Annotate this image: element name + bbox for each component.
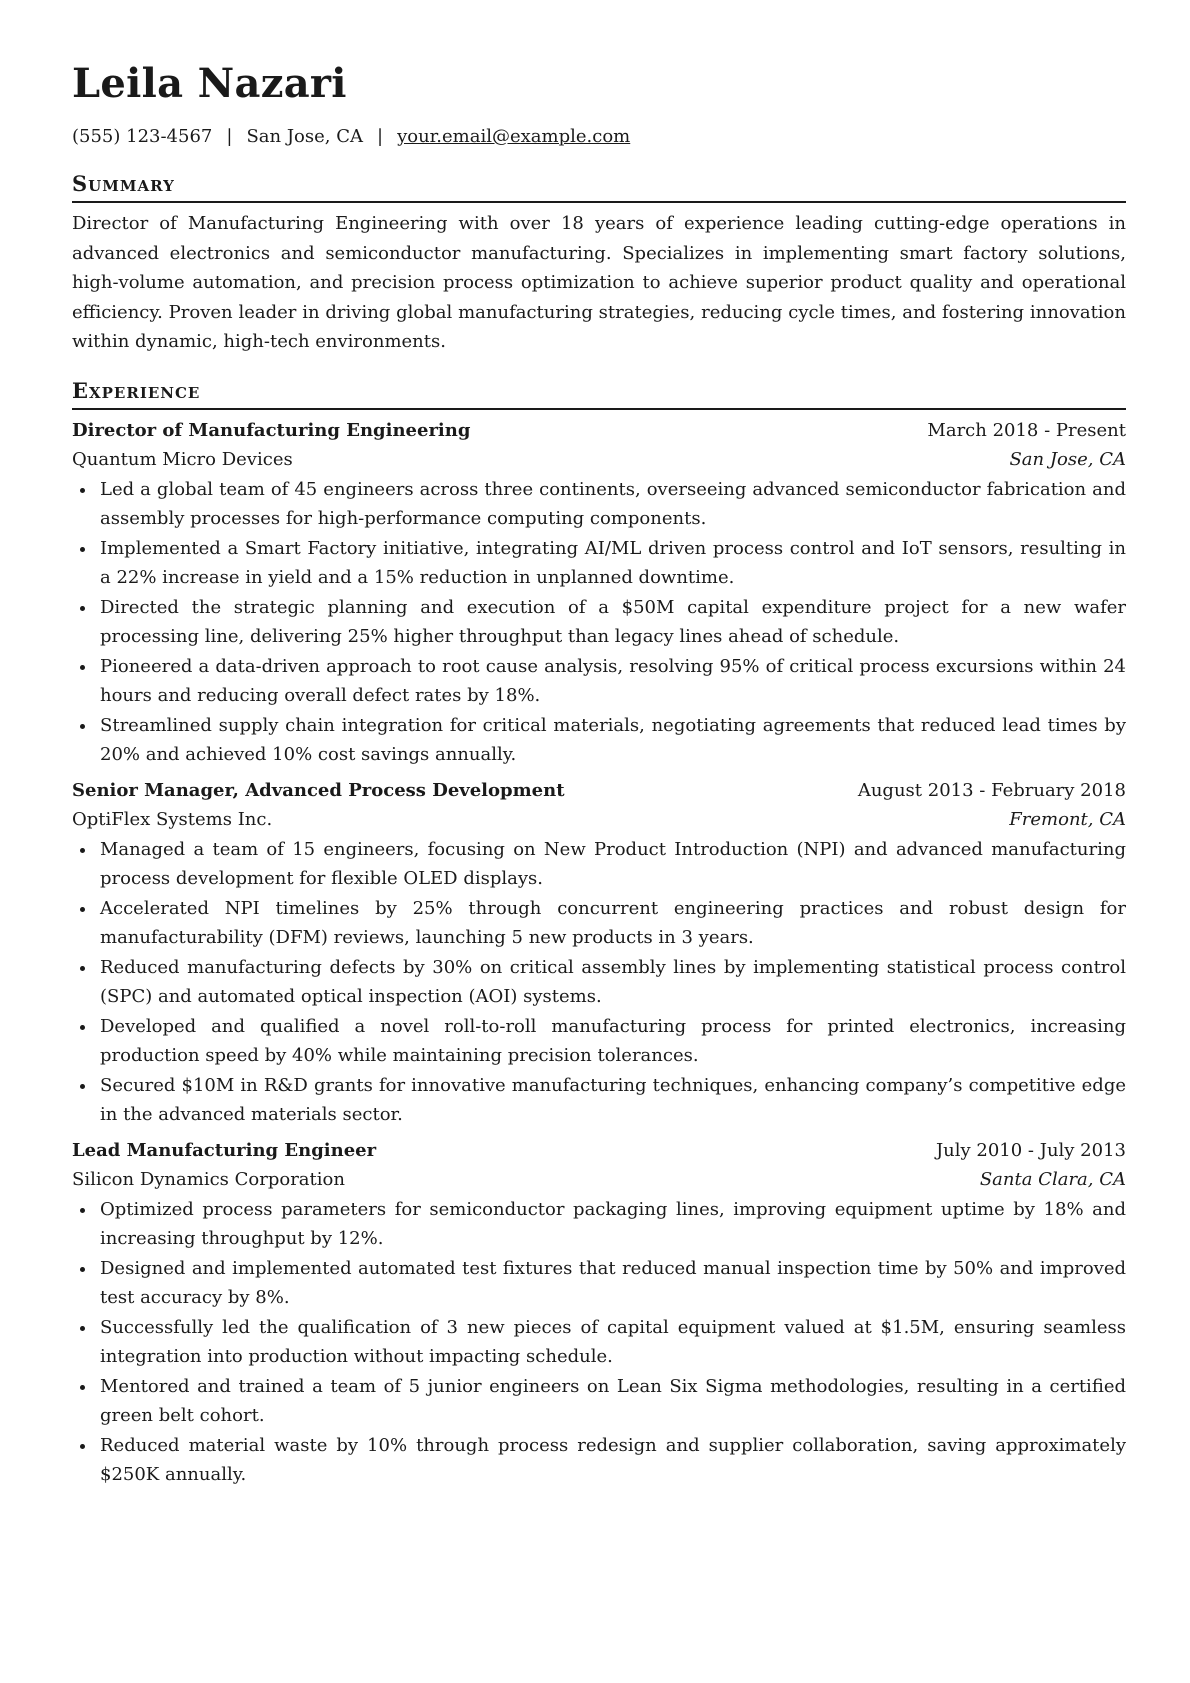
bullet-text: Successfully led the qualification of 3 new pieces of capital equipment valued at $1.5M, ensuring seamless integration into production without impacting schedule. bbox=[100, 1316, 1126, 1367]
bullet-text: Managed a team of 15 engineers, focusing on New Product Introduction (NPI) and advanced manufacturing process development for flexible OLED displays. bbox=[100, 838, 1126, 889]
bullet-text: Secured $10M in R&D grants for innovative manufacturing techniques, enhancing company’s competitive edge in the advanced materials sector. bbox=[100, 1074, 1126, 1125]
contact-location: San Jose, CA bbox=[246, 126, 363, 147]
job-bullets bbox=[72, 475, 1126, 770]
job-bullet bbox=[72, 534, 1126, 593]
bullet-icon bbox=[80, 1385, 85, 1390]
bullet-icon bbox=[80, 488, 85, 493]
bullet-text: Mentored and trained a team of 5 junior engineers on Lean Six Sigma methodologies, resulting in a certified green belt cohort. bbox=[100, 1375, 1126, 1426]
job-bullet bbox=[72, 593, 1126, 652]
email-link[interactable]: your.email@example.com bbox=[397, 126, 631, 147]
bullet-text: Reduced material waste by 10% through process redesign and supplier collaboration, saving approximately $250K annually. bbox=[100, 1434, 1126, 1485]
job-title: Senior Manager, Advanced Process Development bbox=[72, 779, 565, 801]
bullet-text: Designed and implemented automated test fixtures that reduced manual inspection time by 50% and improved test accuracy by 8%. bbox=[100, 1257, 1126, 1308]
contact-separator: | bbox=[377, 126, 384, 147]
contact-separator: | bbox=[226, 126, 233, 147]
job-bullets bbox=[72, 1195, 1126, 1490]
job-bullet bbox=[72, 894, 1126, 953]
job-location: San Jose, CA bbox=[1009, 449, 1126, 470]
bullet-text: Pioneered a data-driven approach to root cause analysis, resolving 95% of critical process excursions within 24 hours and reducing overall defect rates by 18%. bbox=[100, 655, 1126, 706]
bullet-icon bbox=[80, 1444, 85, 1449]
summary-text: Director of Manufacturing Engineering with over 18 years of experience leading cutting-edge operations in advanced electronics and semiconductor manufacturing. Specializes in implementing smart factory solutions, high-volume automation, and precision process optimization to achieve superior product quality and operational efficiency. Proven leader in driving global manufacturing strategies, reducing cycle times, and fostering innovation within dynamic, high-tech environments. bbox=[72, 213, 1126, 352]
bullet-text: Optimized process parameters for semiconductor packaging lines, improving equipment uptime by 18% and increasing throughput by 12%. bbox=[100, 1198, 1126, 1249]
job-bullet bbox=[72, 1071, 1126, 1130]
contact-line bbox=[72, 124, 1126, 150]
job-company: OptiFlex Systems Inc. bbox=[72, 809, 273, 830]
job-bullet bbox=[72, 475, 1126, 534]
bullet-icon bbox=[80, 606, 85, 611]
job-bullet bbox=[72, 1372, 1126, 1431]
job-bullet bbox=[72, 1195, 1126, 1254]
summary-section bbox=[72, 170, 1126, 357]
bullet-icon bbox=[80, 966, 85, 971]
job-bullet bbox=[72, 1431, 1126, 1490]
job-bullet bbox=[72, 953, 1126, 1012]
job-dates: March 2018 - Present bbox=[927, 419, 1126, 441]
bullet-icon bbox=[80, 907, 85, 912]
candidate-name: Leila Nazari bbox=[72, 60, 347, 107]
bullet-text: Directed the strategic planning and execution of a $50M capital expenditure project for a new wafer processing line, delivering 25% higher throughput than legacy lines ahead of schedule. bbox=[100, 596, 1126, 647]
job-bullet bbox=[72, 1012, 1126, 1071]
bullet-text: Implemented a Smart Factory initiative, integrating AI/ML driven process control and IoT sensors, resulting in a 22% increase in yield and a 15% reduction in unplanned downtime. bbox=[100, 537, 1126, 588]
job-entry bbox=[72, 776, 1126, 1130]
job-location: Santa Clara, CA bbox=[979, 1169, 1126, 1190]
summary-heading: Summary bbox=[72, 170, 1126, 203]
bullet-text: Accelerated NPI timelines by 25% through concurrent engineering practices and robust design for manufacturability (DFM) reviews, launching 5 new products in 3 years. bbox=[100, 897, 1126, 948]
bullet-icon bbox=[80, 724, 85, 729]
job-entry bbox=[72, 416, 1126, 770]
job-bullet bbox=[72, 1254, 1126, 1313]
experience-heading: Experience bbox=[72, 377, 1126, 410]
bullet-text: Streamlined supply chain integration for critical materials, negotiating agreements that reduced lead times by 20% and achieved 10% cost savings annually. bbox=[100, 714, 1126, 765]
bullet-icon bbox=[80, 1025, 85, 1030]
job-dates: August 2013 - February 2018 bbox=[857, 779, 1126, 801]
experience-section bbox=[72, 377, 1126, 1490]
job-title: Lead Manufacturing Engineer bbox=[72, 1139, 377, 1161]
bullet-icon bbox=[80, 848, 85, 853]
bullet-text: Led a global team of 45 engineers across three continents, overseeing advanced semiconductor fabrication and assembly processes for high-performance computing components. bbox=[100, 478, 1126, 529]
bullet-icon bbox=[80, 1326, 85, 1331]
bullet-icon bbox=[80, 1208, 85, 1213]
job-company: Silicon Dynamics Corporation bbox=[72, 1169, 345, 1190]
bullet-icon bbox=[80, 547, 85, 552]
job-bullet bbox=[72, 652, 1126, 711]
job-bullet bbox=[72, 711, 1126, 770]
job-dates: July 2010 - July 2013 bbox=[935, 1139, 1126, 1161]
bullet-text: Reduced manufacturing defects by 30% on critical assembly lines by implementing statistical process control (SPC) and automated optical inspection (AOI) systems. bbox=[100, 956, 1126, 1007]
job-bullet bbox=[72, 1313, 1126, 1372]
job-bullet bbox=[72, 835, 1126, 894]
bullet-icon bbox=[80, 1084, 85, 1089]
job-bullets bbox=[72, 835, 1126, 1130]
bullet-icon bbox=[80, 665, 85, 670]
job-entry bbox=[72, 1136, 1126, 1490]
job-company: Quantum Micro Devices bbox=[72, 449, 293, 470]
job-location: Fremont, CA bbox=[1009, 809, 1126, 830]
phone-number: (555) 123-4567 bbox=[72, 126, 213, 147]
bullet-icon bbox=[80, 1267, 85, 1272]
job-title: Director of Manufacturing Engineering bbox=[72, 419, 471, 441]
resume-page bbox=[72, 58, 1126, 1490]
bullet-text: Developed and qualified a novel roll-to-roll manufacturing process for printed electronics, increasing production speed by 40% while maintaining precision tolerances. bbox=[100, 1015, 1126, 1066]
